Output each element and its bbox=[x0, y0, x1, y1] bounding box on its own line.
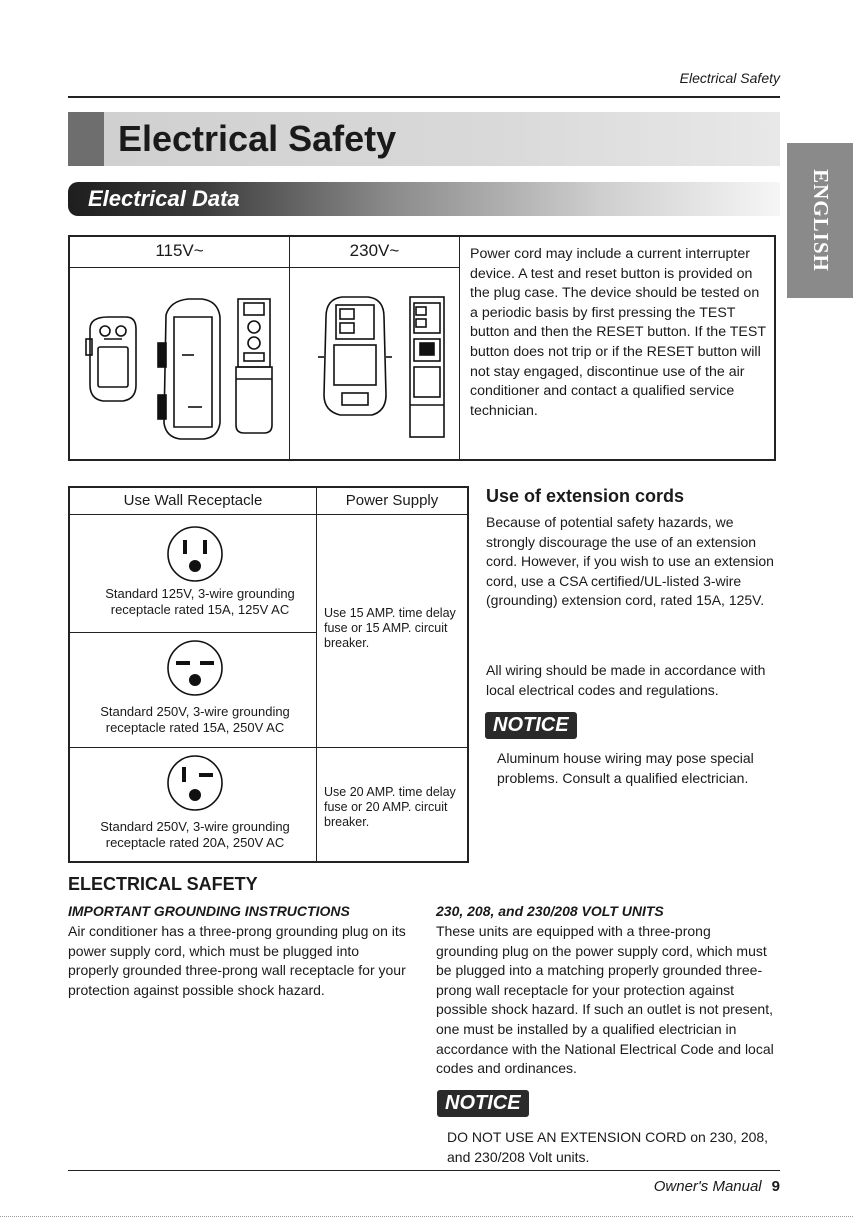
extension-paragraph: Because of potential safety hazards, we strongly discourage the use of an extension cord. However, if you wish to use an extension cord, use a CSA certified/UL-listed 3-wire (grounding) extension cord, rated 15A, 125V. bbox=[486, 514, 774, 608]
title-bar-accent bbox=[68, 112, 104, 166]
receptacle-caption: Standard 125V, 3-wire grounding receptacle rated 15A, 125V AC bbox=[105, 586, 295, 617]
units-text: These units are equipped with a three-prong grounding plug on the power supply cord, which must be plugged into a matching properly grounded three-prong wall receptacle for your protection against possible shock hazard. If such an outlet is not present, one must be installed by a qualified electrician in accordance with the National Electrical Code and local codes and ordinances. bbox=[436, 923, 774, 1077]
receptacle-table bbox=[68, 486, 469, 863]
no-extension-notice-text: DO NOT USE AN EXTENSION CORD on 230, 208, and 230/208 Volt units. bbox=[447, 1129, 769, 1165]
electrical-data-table bbox=[68, 235, 776, 461]
receptacle-250v-15a-icon bbox=[165, 639, 225, 697]
receptacle-caption: Standard 250V, 3-wire grounding receptacle rated 20A, 250V AC bbox=[100, 819, 290, 850]
section-bar bbox=[68, 182, 780, 216]
col-header-receptacle: Use Wall Receptacle bbox=[123, 492, 263, 509]
aluminum-notice-text: Aluminum house wiring may pose special problems. Consult a qualified electrician. bbox=[497, 750, 754, 786]
units-heading: 230, 208, and 230/208 VOLT UNITS bbox=[436, 903, 664, 919]
page-number: 9 bbox=[771, 1178, 780, 1195]
notice-badge: NOTICE bbox=[485, 712, 577, 739]
supply-20a-text: Use 20 AMP. time delay fuse or 20 AMP. circuit breaker. bbox=[324, 785, 456, 829]
section-heading: Electrical Data bbox=[88, 186, 240, 211]
plug-115v-illustration bbox=[78, 277, 283, 453]
page-title: Electrical Safety bbox=[118, 118, 397, 159]
language-tab bbox=[787, 143, 853, 298]
notice-badge: NOTICE bbox=[437, 1090, 529, 1117]
crop-marks bbox=[0, 1216, 853, 1219]
supply-15a-text: Use 15 AMP. time delay fuse or 15 AMP. circuit breaker. bbox=[324, 606, 456, 650]
plug-230v-illustration bbox=[296, 277, 454, 453]
receptacle-250v-20a-icon bbox=[165, 754, 225, 812]
footer bbox=[580, 1178, 780, 1195]
title-bar bbox=[68, 112, 780, 166]
running-head: Electrical Safety bbox=[679, 70, 780, 86]
grounding-heading: IMPORTANT GROUNDING INSTRUCTIONS bbox=[68, 903, 350, 919]
col-header-supply: Power Supply bbox=[345, 492, 439, 509]
header-rule bbox=[68, 96, 780, 98]
wiring-paragraph: All wiring should be made in accordance with local electrical codes and regulations. bbox=[486, 662, 766, 698]
cord-interrupter-text: Power cord may include a current interrupter device. A test and reset button is provided on the plug case. The device should be tested on a periodic basis by first pressing the TEST button and then the RESET button. If the TEST button does not trip or if the RESET button will not stay engaged, discontinue use of the air conditioner and contact a qualified service technician. bbox=[470, 246, 766, 419]
receptacle-caption: Standard 250V, 3-wire grounding receptacle rated 15A, 250V AC bbox=[100, 704, 290, 735]
footer-manual: Owner's Manual bbox=[653, 1178, 762, 1195]
electrical-safety-heading: ELECTRICAL SAFETY bbox=[68, 874, 258, 894]
col-header-230v: 230V~ bbox=[349, 241, 400, 260]
grounding-text: Air conditioner has a three-prong grounding plug on its power supply cord, which must be plugged into properly grounded three-prong wall receptacle for your protection against possible shock hazard. bbox=[68, 923, 406, 998]
language-tab-label: ENGLISH bbox=[808, 169, 833, 272]
col-header-115v: 115V~ bbox=[155, 241, 204, 260]
footer-rule bbox=[68, 1170, 780, 1171]
extension-heading: Use of extension cords bbox=[486, 486, 685, 506]
receptacle-125v-icon bbox=[165, 525, 225, 583]
